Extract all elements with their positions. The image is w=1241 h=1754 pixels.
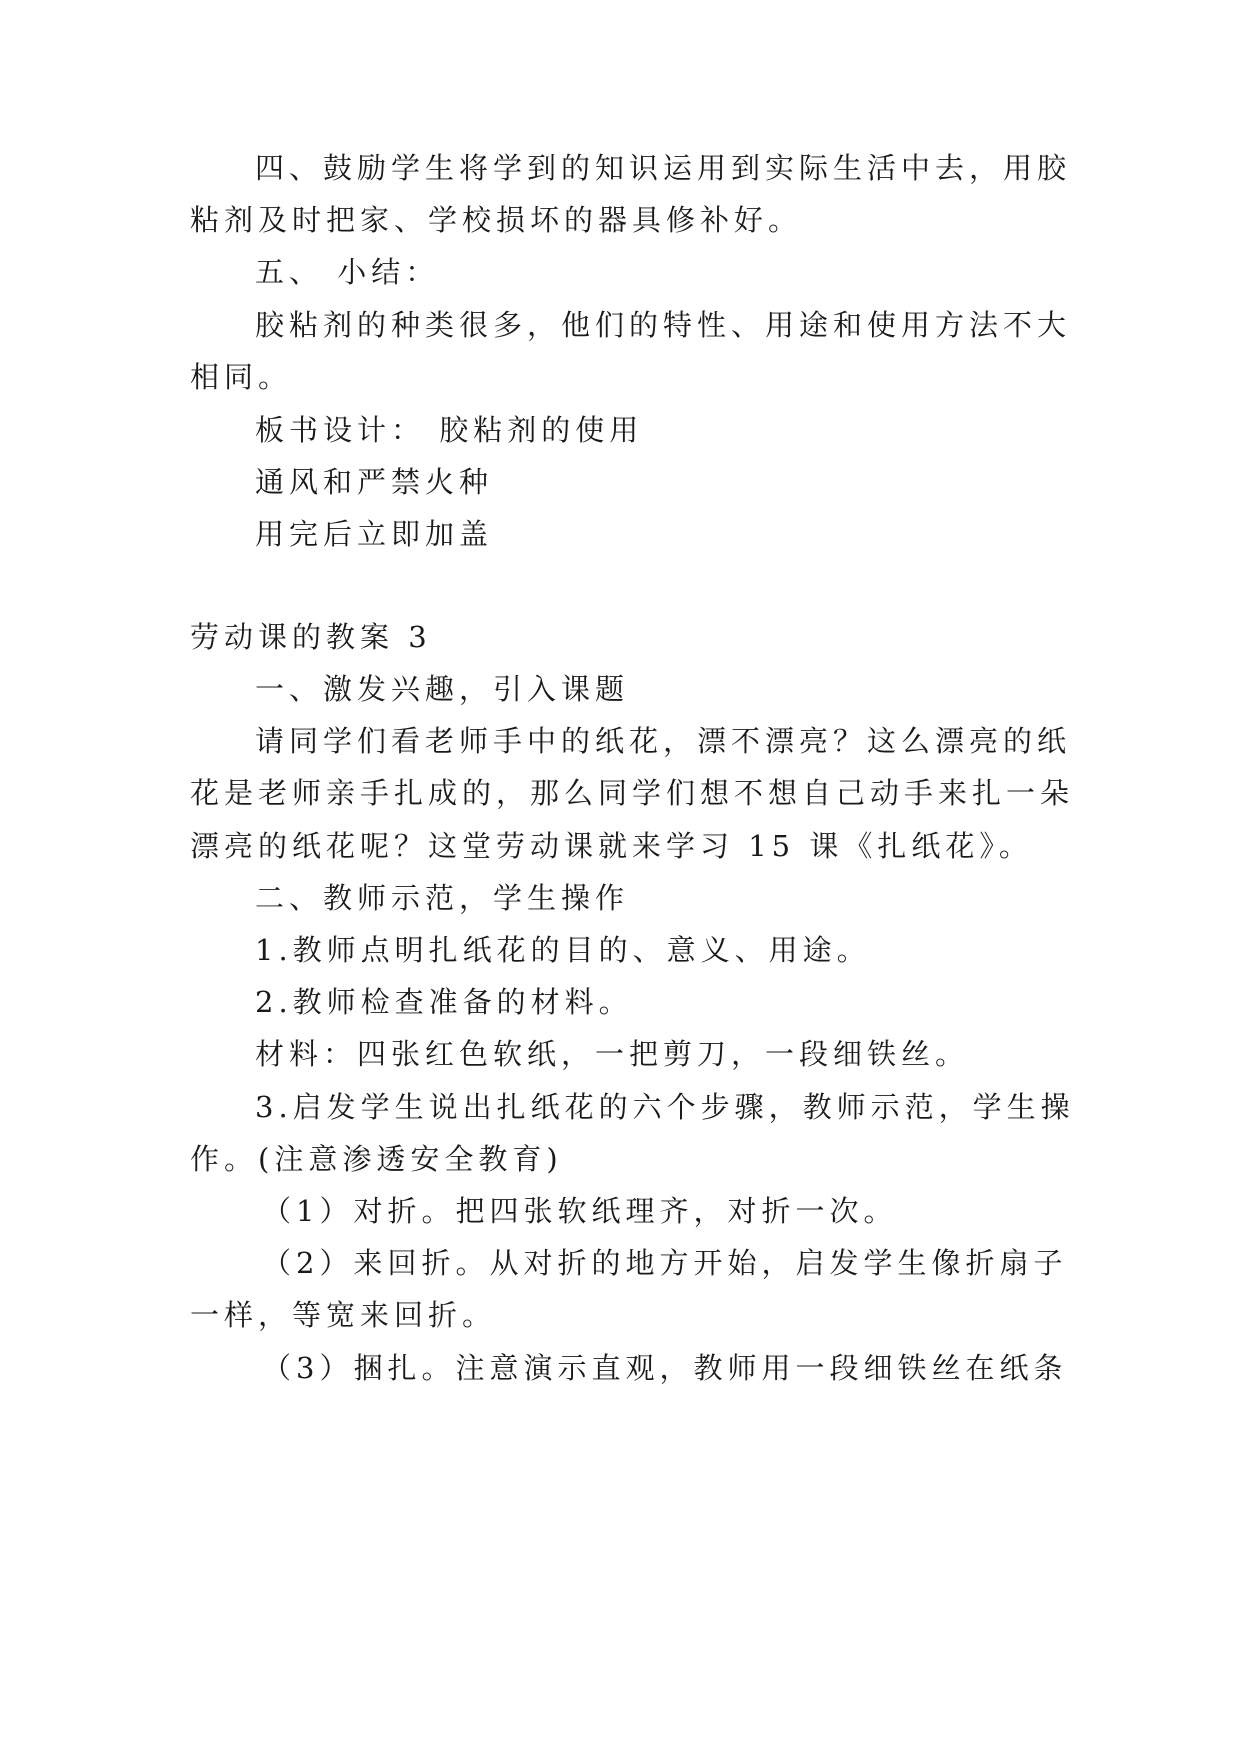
step-3-line-2: 作。(注意渗透安全教育)	[190, 1142, 563, 1176]
lesson-title: 劳动课的教案 3	[190, 620, 432, 654]
part-one-para-line-1: 请同学们看老师手中的纸花，漂不漂亮？这么漂亮的纸	[255, 724, 1072, 758]
sub-step-3-line-1: （3）捆扎。注意演示直观，教师用一段细铁丝在纸条	[262, 1351, 1068, 1385]
sub-step-1: （1）对折。把四张软纸理齐，对折一次。	[262, 1194, 898, 1228]
step-3-line-1: 3.启发学生说出扎纸花的六个步骤，教师示范，学生操	[255, 1090, 1075, 1124]
part-one-para-line-2: 花是老师亲手扎成的，那么同学们想不想自己动手来扎一朵	[190, 776, 1075, 810]
section-five-para-line-1: 胶粘剂的种类很多，他们的特性、用途和使用方法不大	[255, 308, 1072, 342]
sub-step-2-line-2: 一样，等宽来回折。	[190, 1298, 497, 1332]
part-one-para-line-3: 漂亮的纸花呢？这堂劳动课就来学习 15 课《扎纸花》。	[190, 829, 1033, 863]
section-four-line-1: 四、鼓励学生将学到的知识运用到实际生活中去，用胶	[255, 151, 1072, 185]
step-1: 1.教师点明扎纸花的目的、意义、用途。	[255, 933, 871, 967]
part-two-heading: 二、教师示范，学生操作	[255, 881, 630, 915]
sub-step-2-line-1: （2）来回折。从对折的地方开始，启发学生像折扇子	[262, 1246, 1068, 1280]
materials: 材料：四张红色软纸，一把剪刀，一段细铁丝。	[255, 1037, 970, 1071]
section-four-line-2: 粘剂及时把家、学校损坏的器具修补好。	[190, 203, 803, 237]
section-five-heading: 五、 小结：	[255, 255, 440, 289]
board-design-item-1: 通风和严禁火种	[255, 465, 494, 499]
step-2: 2.教师检查准备的材料。	[255, 985, 633, 1019]
part-one-heading: 一、激发兴趣，引入课题	[255, 672, 630, 706]
section-five-para-line-2: 相同。	[190, 360, 293, 394]
board-design-item-2: 用完后立即加盖	[255, 517, 494, 551]
board-design-label: 板书设计： 胶粘剂的使用	[255, 413, 644, 447]
